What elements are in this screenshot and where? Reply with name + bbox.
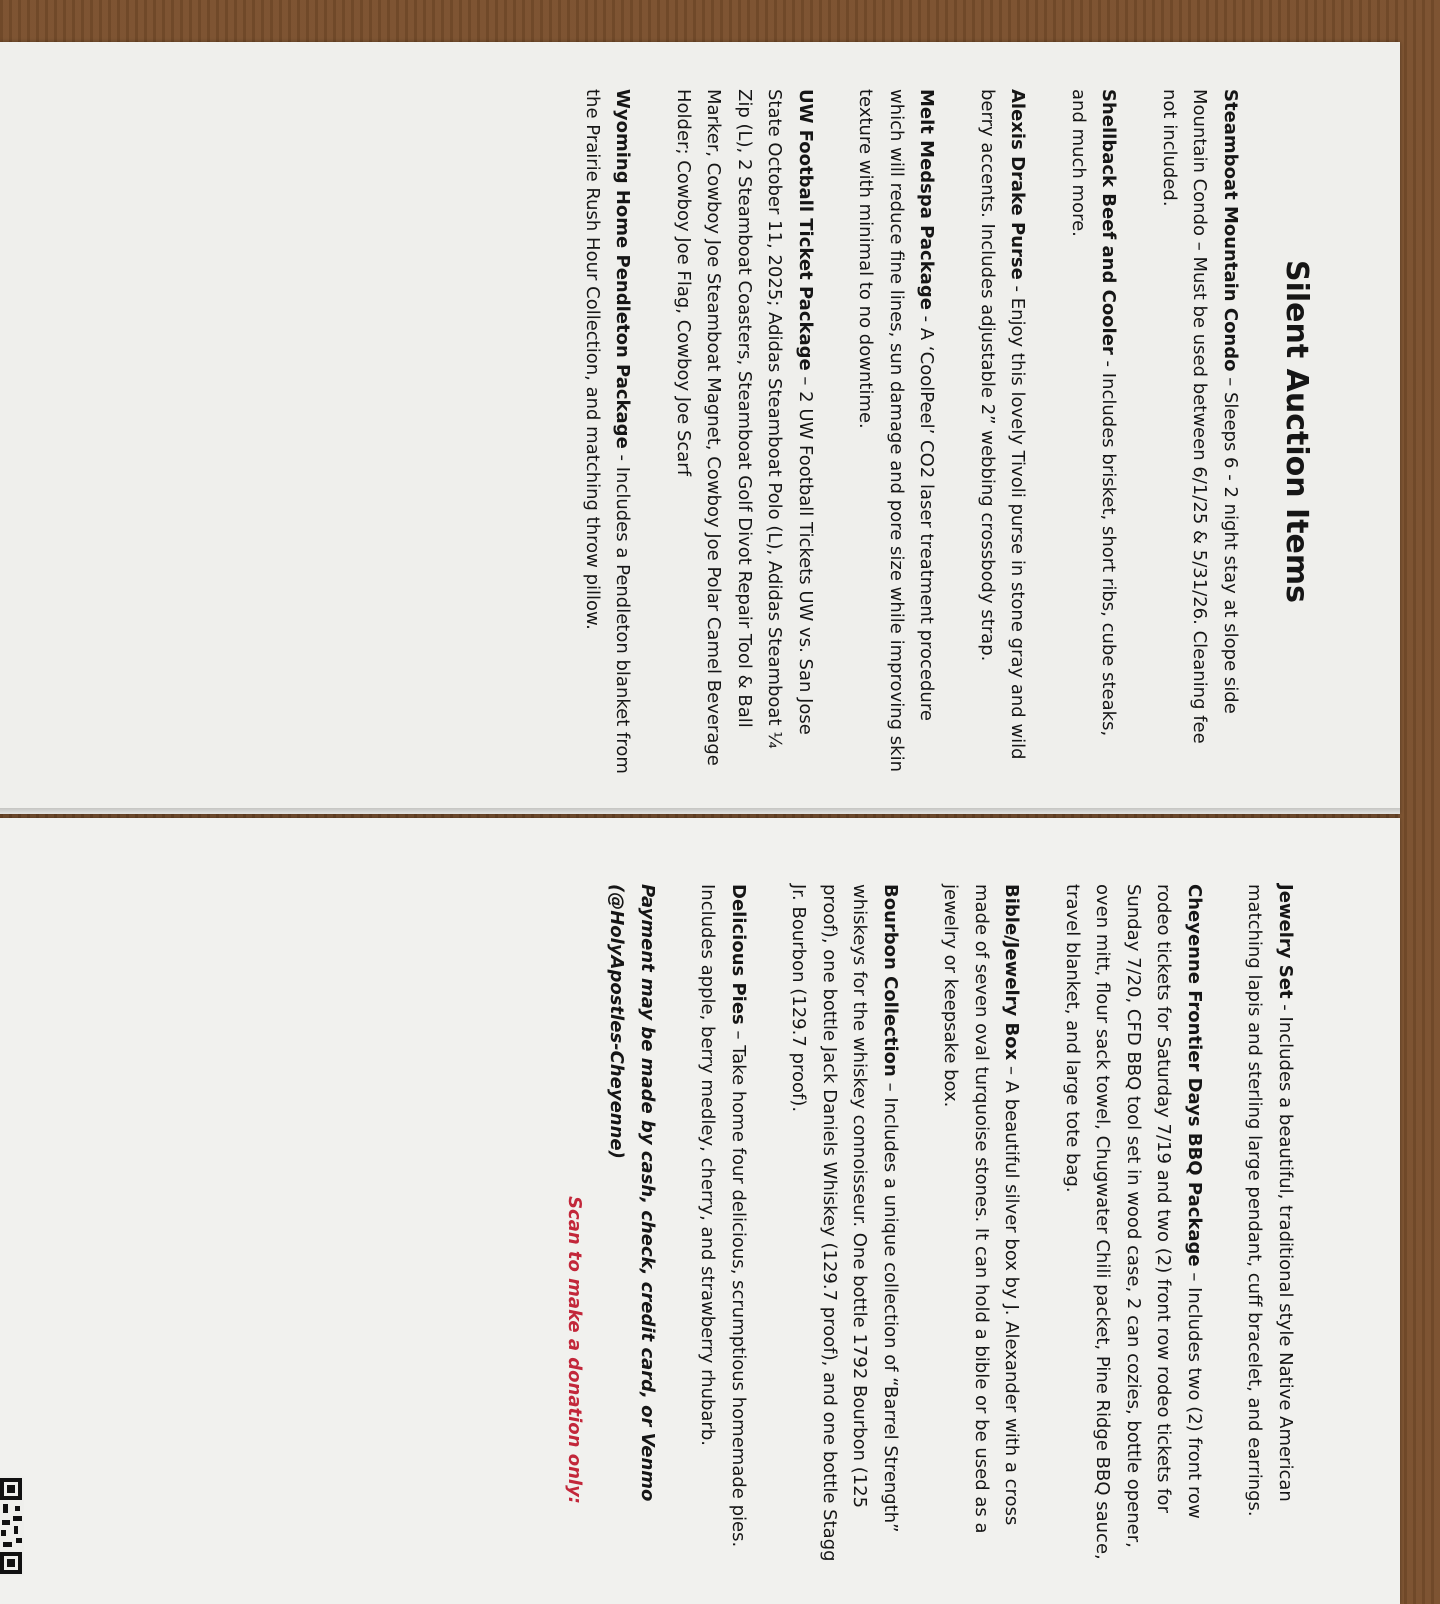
auction-item-description: Sleeps 6 - 2 night stay at slope side Mountain Condo – Must be used between 6/1/25 & 5/31/26. Cleaning fee not included. bbox=[1159, 89, 1241, 744]
auction-item-description: Take home four delicious, scrumptious homemade pies. Includes apple, berry medley, cherry, and strawberry rhubarb. bbox=[697, 884, 749, 1548]
auction-item bbox=[1063, 89, 1124, 774]
auction-item-description: Includes a Pendleton blanket from the Prairie Rush Hour Collection, and matching throw pillow. bbox=[582, 89, 634, 774]
auction-item-description: Enjoy this lovely Tivoli purse in stone gray and wild berry accents. Includes adjustable 2” webbing crossbody strap. bbox=[977, 89, 1029, 760]
auction-item bbox=[783, 884, 905, 1564]
left-item-list bbox=[577, 89, 1246, 774]
auction-item-name: Jewelry Set bbox=[1275, 884, 1296, 999]
auction-item-name: Wyoming Home Pendleton Package bbox=[612, 89, 634, 449]
right-item-list bbox=[692, 884, 1300, 1564]
page-title: Silent Auction Items bbox=[1279, 259, 1314, 604]
auction-item-name: Shellback Beef and Cooler bbox=[1098, 89, 1120, 355]
qr-code-icon[interactable] bbox=[0, 1476, 24, 1576]
auction-item bbox=[972, 89, 1033, 774]
auction-item bbox=[1057, 884, 1210, 1564]
auction-item-separator: - bbox=[1275, 998, 1296, 1017]
auction-item-description: A ‘CoolPeel’ CO2 laser treatment procedure which will reduce fine lines, sun damage and pore size while improving skin texture with minimal to no downtime. bbox=[855, 89, 938, 772]
auction-item-separator: - bbox=[1098, 354, 1120, 373]
auction-item bbox=[1154, 89, 1246, 774]
auction-item-separator: – bbox=[1184, 1266, 1205, 1288]
auction-item bbox=[935, 884, 1027, 1564]
auction-item-name: Melt Medspa Package bbox=[916, 89, 938, 310]
auction-item-name: Cheyenne Frontier Days BBQ Package bbox=[1184, 884, 1205, 1267]
auction-item-name: Bourbon Collection bbox=[880, 884, 901, 1077]
auction-item-name: Bible/Jewelry Box bbox=[1001, 884, 1023, 1061]
auction-item bbox=[850, 89, 942, 774]
auction-item-separator: – bbox=[795, 370, 816, 392]
auction-item-description: Includes a unique collection of “Barrel Strength” whiskeys for the whiskey connoisseur. One bottle 1792 Bourbon (125 proof), one bottle Jack Daniels Whiskey (129.7 proof), and one bottle Stagg Jr. Bourbon (129.7 proof). bbox=[788, 884, 901, 1562]
auction-item-description: A beautiful silver box by J. Alexander with a cross made of seven oval turquoise stones. It can hold a bible or be used as a jewelry or keepsake box. bbox=[940, 884, 1023, 1534]
auction-item bbox=[577, 89, 638, 774]
left-page bbox=[0, 42, 1400, 814]
auction-item-description: Includes a beautiful, traditional style Native American matching lapis and sterling large pendant, cuff bracelet, and earrings. bbox=[1244, 884, 1296, 1517]
auction-item bbox=[692, 884, 753, 1564]
auction-item bbox=[1239, 884, 1300, 1564]
auction-item-separator: - bbox=[1007, 279, 1029, 298]
auction-item bbox=[668, 89, 821, 774]
auction-item-separator: - bbox=[612, 448, 634, 467]
auction-item-description: Includes brisket, short ribs, cube steaks, and much more. bbox=[1068, 89, 1120, 737]
auction-item-description: Includes two (2) front row rodeo tickets for Saturday 7/19 and two (2) front row rodeo tickets for Sunday 7/20, CFD BBQ tool set in wood case, 2 can cozies, bottle opener, oven mitt, flour sack towel, Chugwater Chili packet, Pine Ridge BBQ sauce, travel blanket, and large tote bag. bbox=[1062, 884, 1205, 1560]
auction-item-separator: - bbox=[916, 309, 938, 328]
scan-label: Scan to make a donation only: bbox=[564, 1196, 585, 1504]
auction-item-name: Alexis Drake Purse bbox=[1007, 89, 1029, 280]
auction-item-separator: – bbox=[1001, 1060, 1023, 1081]
auction-item-separator: – bbox=[880, 1076, 901, 1098]
auction-item-separator: – bbox=[728, 1024, 749, 1046]
auction-item-name: Steamboat Mountain Condo bbox=[1220, 89, 1241, 372]
right-page bbox=[0, 818, 1400, 1604]
auction-item-name: Delicious Pies bbox=[728, 884, 749, 1025]
auction-item-name: UW Football Ticket Package bbox=[795, 89, 816, 371]
payment-note: Payment may be made by cash, check, credit card, or Venmo (@HolyApostles-Cheyenne) bbox=[606, 884, 658, 1502]
auction-item-separator: – bbox=[1220, 371, 1241, 392]
auction-item-description: 2 UW Football Tickets UW vs. San Jose State October 11, 2025; Adidas Steamboat Polo (L), Adidas Steamboat ¼ Zip (L), 2 Steamboat Coasters, Steamboat Golf Divot Repair Tool & Ball Marker, Cowboy Joe Steamboat Magnet, Cowboy Joe Polar Camel Beverage Holder; Cowboy Joe Flag, Cowboy Joe Scarf bbox=[673, 89, 816, 766]
